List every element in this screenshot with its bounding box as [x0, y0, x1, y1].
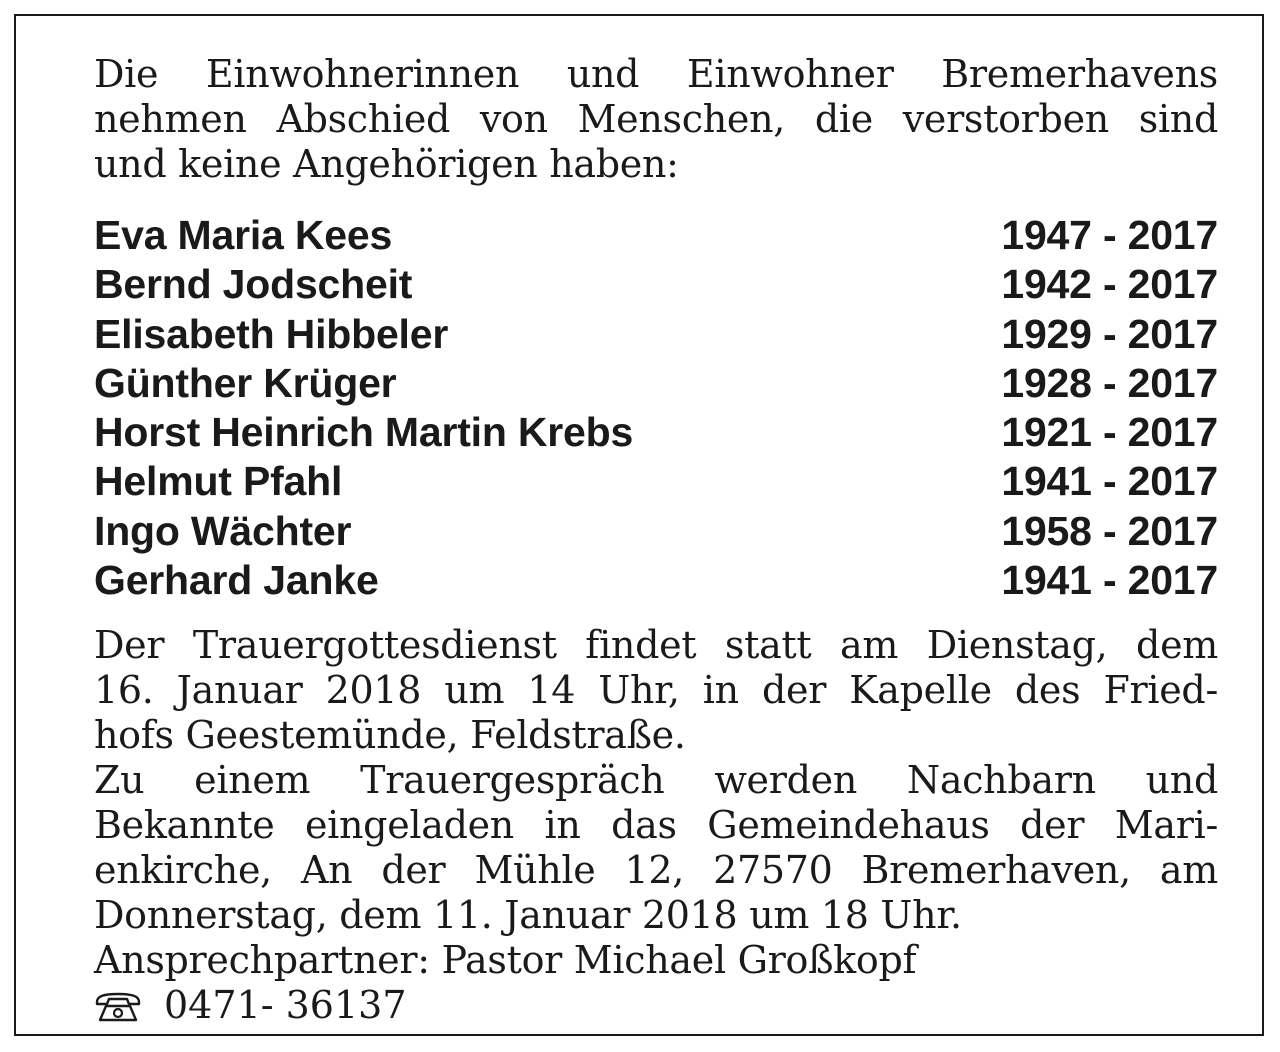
deceased-row [94, 359, 1218, 408]
phone-number: 0471- 36137 [164, 983, 407, 1028]
contact-person: Ansprechpartner: Pastor Michael Großkopf [94, 938, 917, 983]
deceased-name: Horst Heinrich Martin Krebs [94, 409, 634, 456]
service-paragraph [94, 623, 1218, 758]
intro-line-1: Die Einwohnerinnen und Einwohner Bremerhavens [94, 52, 1218, 96]
deceased-row [94, 211, 1218, 260]
deceased-row [94, 310, 1218, 359]
service-line-1: Der Trauergottesdienst findet statt am Dienstag, dem [94, 623, 1218, 668]
intro-line-2: nehmen Abschied von Menschen, die verstorben sind [94, 97, 1218, 141]
gathering-line-4: Donnerstag, dem 11. Januar 2018 um 18 Uhr. [94, 893, 962, 938]
deceased-years: 1941 - 2017 [1001, 458, 1218, 505]
deceased-row [94, 408, 1218, 457]
deceased-row [94, 260, 1218, 309]
deceased-name: Ingo Wächter [94, 507, 352, 554]
contact-paragraph [94, 938, 1218, 983]
notice-frame [14, 14, 1264, 1036]
deceased-years: 1921 - 2017 [1001, 409, 1218, 456]
deceased-list [94, 211, 1218, 605]
deceased-name: Helmut Pfahl [94, 458, 343, 505]
telephone-icon [94, 987, 142, 1017]
notice-content [94, 52, 1218, 1028]
deceased-years: 1942 - 2017 [1001, 261, 1218, 308]
deceased-name: Bernd Jodscheit [94, 261, 413, 308]
gathering-line-2: Bekannte eingeladen in das Gemeindehaus der Mari- [94, 803, 1218, 848]
deceased-years: 1941 - 2017 [1001, 557, 1218, 604]
intro-line-3: und keine Angehörigen haben: [94, 142, 679, 186]
deceased-row [94, 457, 1218, 506]
phone-line [94, 983, 1218, 1028]
gathering-line-3: enkirche, An der Mühle 12, 27570 Bremerhaven, am [94, 848, 1218, 893]
deceased-row [94, 556, 1218, 605]
deceased-years: 1958 - 2017 [1001, 507, 1218, 554]
intro-paragraph [94, 52, 1218, 187]
deceased-name: Eva Maria Kees [94, 212, 393, 258]
deceased-years: 1928 - 2017 [1001, 359, 1218, 406]
deceased-name: Elisabeth Hibbeler [94, 310, 449, 357]
gathering-line-1: Zu einem Trauergespräch werden Nachbarn und [94, 758, 1218, 803]
deceased-row [94, 507, 1218, 556]
deceased-years: 1929 - 2017 [1001, 310, 1218, 357]
service-line-2: 16. Januar 2018 um 14 Uhr, in der Kapelle des Fried- [94, 668, 1218, 713]
service-line-3: hofs Geestemünde, Feldstraße. [94, 713, 686, 758]
deceased-years: 1947 - 2017 [1001, 212, 1218, 258]
deceased-name: Gerhard Janke [94, 557, 379, 604]
deceased-name: Günther Krüger [94, 359, 397, 406]
gathering-paragraph [94, 758, 1218, 938]
